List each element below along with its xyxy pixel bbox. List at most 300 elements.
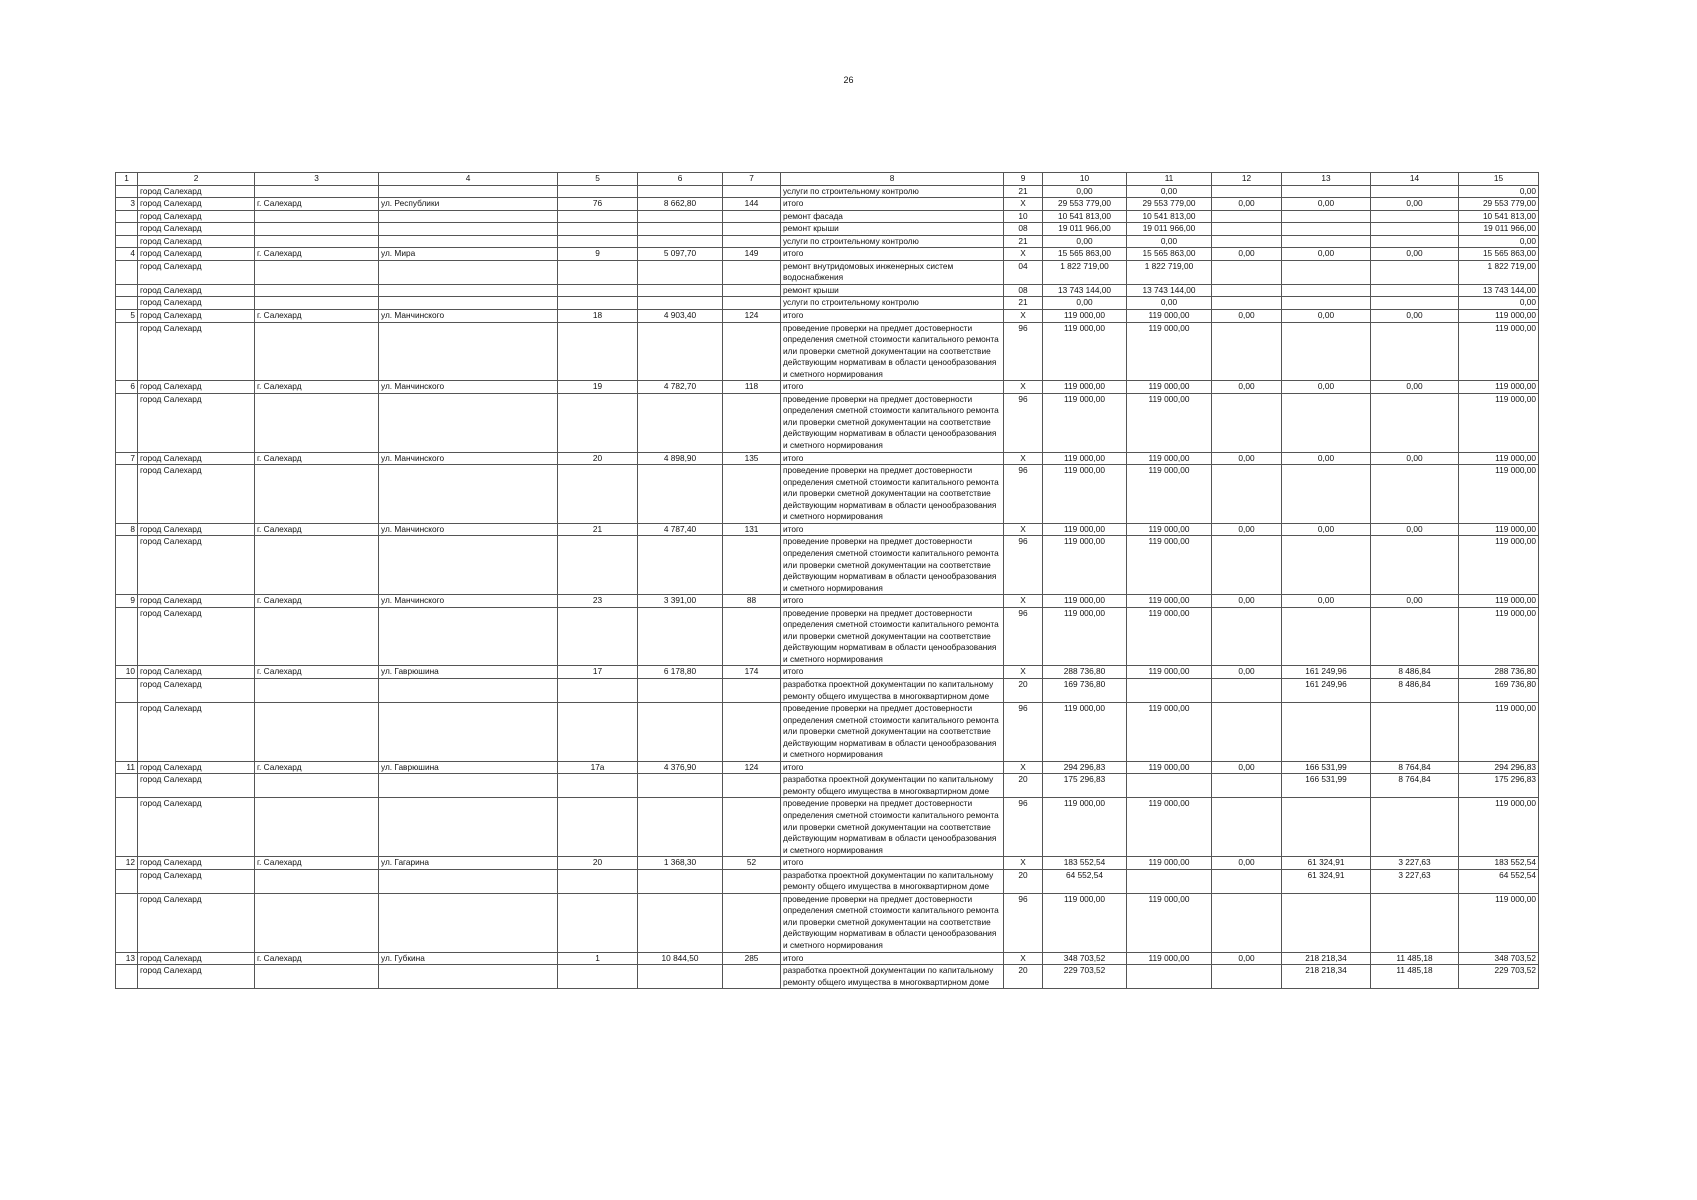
table-cell-col-5 — [558, 965, 638, 989]
table-cell-col-7 — [723, 260, 781, 284]
table-cell-col-13 — [1282, 798, 1371, 857]
table-cell-col-5 — [558, 322, 638, 381]
table-cell-col-12 — [1212, 893, 1282, 952]
table-cell-col-2: город Салехард — [138, 595, 255, 608]
table-cell-col-8: проведение проверки на предмет достоверности определения сметной стоимости капитального ремонта или проверки сметной документации на соответствие действующим нормативам в области ценообразования и сметного нормирования — [781, 893, 1004, 952]
table-cell-col-1: 4 — [116, 248, 138, 261]
table-row — [116, 210, 1539, 223]
table-cell-col-9: 96 — [1004, 322, 1043, 381]
table-cell-col-15: 119 000,00 — [1459, 798, 1539, 857]
table-row — [116, 260, 1539, 284]
table-cell-col-6 — [638, 678, 723, 702]
table-cell-col-5 — [558, 703, 638, 762]
table-cell-col-13 — [1282, 235, 1371, 248]
table-cell-col-13: 218 218,34 — [1282, 965, 1371, 989]
table-cell-col-9: 20 — [1004, 774, 1043, 798]
table-cell-col-15: 229 703,52 — [1459, 965, 1539, 989]
table-cell-col-12: 0,00 — [1212, 310, 1282, 323]
table-cell-col-1 — [116, 284, 138, 297]
table-cell-col-13 — [1282, 536, 1371, 595]
table-row — [116, 798, 1539, 857]
column-header-2: 2 — [138, 173, 255, 186]
table-cell-col-8: итого — [781, 857, 1004, 870]
table-cell-col-2: город Салехард — [138, 893, 255, 952]
table-cell-col-1 — [116, 393, 138, 452]
table-cell-col-5: 20 — [558, 452, 638, 465]
table-cell-col-10: 119 000,00 — [1043, 703, 1127, 762]
table-cell-col-13: 161 249,96 — [1282, 678, 1371, 702]
table-row — [116, 381, 1539, 394]
table-cell-col-2: город Салехард — [138, 248, 255, 261]
table-cell-col-6 — [638, 210, 723, 223]
table-cell-col-10: 119 000,00 — [1043, 536, 1127, 595]
table-cell-col-4: ул. Манчинского — [379, 595, 558, 608]
table-cell-col-1 — [116, 210, 138, 223]
table-cell-col-4: ул. Манчинского — [379, 523, 558, 536]
table-cell-col-3: г. Салехард — [255, 666, 379, 679]
table-cell-col-3 — [255, 678, 379, 702]
table-cell-col-5 — [558, 393, 638, 452]
table-cell-col-14: 0,00 — [1371, 198, 1459, 211]
table-cell-col-15: 119 000,00 — [1459, 703, 1539, 762]
table-cell-col-5 — [558, 893, 638, 952]
table-cell-col-2: город Салехард — [138, 235, 255, 248]
table-cell-col-7: 135 — [723, 452, 781, 465]
table-cell-col-8: итого — [781, 452, 1004, 465]
table-cell-col-7 — [723, 223, 781, 236]
table-cell-col-2: город Салехард — [138, 393, 255, 452]
table-cell-col-3 — [255, 893, 379, 952]
table-cell-col-12 — [1212, 297, 1282, 310]
table-cell-col-14 — [1371, 536, 1459, 595]
table-cell-col-12: 0,00 — [1212, 666, 1282, 679]
table-cell-col-1 — [116, 703, 138, 762]
table-cell-col-12: 0,00 — [1212, 952, 1282, 965]
table-cell-col-5: 9 — [558, 248, 638, 261]
table-cell-col-2: город Салехард — [138, 607, 255, 666]
table-cell-col-4 — [379, 223, 558, 236]
table-cell-col-8: итого — [781, 666, 1004, 679]
table-cell-col-6 — [638, 393, 723, 452]
table-cell-col-15: 10 541 813,00 — [1459, 210, 1539, 223]
table-cell-col-15: 119 000,00 — [1459, 452, 1539, 465]
table-cell-col-10: 183 552,54 — [1043, 857, 1127, 870]
table-cell-col-5 — [558, 536, 638, 595]
table-cell-col-4: ул. Манчинского — [379, 310, 558, 323]
table-cell-col-4 — [379, 284, 558, 297]
table-cell-col-3 — [255, 607, 379, 666]
table-cell-col-4: ул. Губкина — [379, 952, 558, 965]
table-cell-col-1: 13 — [116, 952, 138, 965]
table-cell-col-3 — [255, 260, 379, 284]
capital-repair-table — [115, 172, 1539, 989]
table-cell-col-11: 0,00 — [1127, 185, 1212, 198]
table-cell-col-2: город Салехард — [138, 284, 255, 297]
table-cell-col-8: услуги по строительному контролю — [781, 185, 1004, 198]
table-cell-col-10: 19 011 966,00 — [1043, 223, 1127, 236]
table-cell-col-2: город Салехард — [138, 666, 255, 679]
table-cell-col-15: 294 296,83 — [1459, 761, 1539, 774]
table-cell-col-10: 64 552,54 — [1043, 869, 1127, 893]
table-cell-col-11: 119 000,00 — [1127, 666, 1212, 679]
table-cell-col-12 — [1212, 260, 1282, 284]
table-cell-col-9: 04 — [1004, 260, 1043, 284]
table-cell-col-9: 96 — [1004, 798, 1043, 857]
table-cell-col-1 — [116, 965, 138, 989]
table-cell-col-12 — [1212, 703, 1282, 762]
table-cell-col-2: город Салехард — [138, 761, 255, 774]
table-cell-col-8: ремонт крыши — [781, 223, 1004, 236]
table-cell-col-8: проведение проверки на предмет достоверности определения сметной стоимости капитального ремонта или проверки сметной документации на соответствие действующим нормативам в области ценообразования и сметного нормирования — [781, 607, 1004, 666]
column-header-9: 9 — [1004, 173, 1043, 186]
table-cell-col-7: 285 — [723, 952, 781, 965]
table-cell-col-12 — [1212, 393, 1282, 452]
table-cell-col-7 — [723, 607, 781, 666]
table-cell-col-6 — [638, 965, 723, 989]
table-cell-col-15: 119 000,00 — [1459, 523, 1539, 536]
table-cell-col-8: итого — [781, 310, 1004, 323]
table-cell-col-1: 3 — [116, 198, 138, 211]
table-cell-col-13: 0,00 — [1282, 523, 1371, 536]
table-cell-col-6 — [638, 798, 723, 857]
table-cell-col-1 — [116, 678, 138, 702]
table-cell-col-13 — [1282, 322, 1371, 381]
table-cell-col-10: 119 000,00 — [1043, 381, 1127, 394]
table-cell-col-1 — [116, 223, 138, 236]
table-row — [116, 595, 1539, 608]
table-cell-col-8: итого — [781, 198, 1004, 211]
table-cell-col-1 — [116, 774, 138, 798]
table-cell-col-11: 119 000,00 — [1127, 595, 1212, 608]
table-cell-col-4: ул. Мира — [379, 248, 558, 261]
table-cell-col-2: город Салехард — [138, 210, 255, 223]
table-cell-col-11: 13 743 144,00 — [1127, 284, 1212, 297]
table-cell-col-2: город Салехард — [138, 536, 255, 595]
column-header-1: 1 — [116, 173, 138, 186]
table-cell-col-10: 175 296,83 — [1043, 774, 1127, 798]
table-cell-col-6 — [638, 536, 723, 595]
table-row — [116, 185, 1539, 198]
table-cell-col-5: 76 — [558, 198, 638, 211]
table-cell-col-3 — [255, 393, 379, 452]
table-cell-col-4 — [379, 678, 558, 702]
table-cell-col-6 — [638, 703, 723, 762]
table-cell-col-4: ул. Республики — [379, 198, 558, 211]
table-row — [116, 465, 1539, 524]
table-cell-col-1 — [116, 465, 138, 524]
table-cell-col-1: 8 — [116, 523, 138, 536]
table-row — [116, 774, 1539, 798]
table-cell-col-2: город Салехард — [138, 465, 255, 524]
table-cell-col-10: 119 000,00 — [1043, 893, 1127, 952]
table-cell-col-6 — [638, 260, 723, 284]
table-cell-col-2: город Салехард — [138, 798, 255, 857]
table-cell-col-12: 0,00 — [1212, 595, 1282, 608]
table-cell-col-12 — [1212, 798, 1282, 857]
table-cell-col-12 — [1212, 322, 1282, 381]
table-cell-col-5: 20 — [558, 857, 638, 870]
column-header-3: 3 — [255, 173, 379, 186]
table-cell-col-13: 166 531,99 — [1282, 761, 1371, 774]
table-cell-col-1: 12 — [116, 857, 138, 870]
table-cell-col-11: 0,00 — [1127, 235, 1212, 248]
table-cell-col-11: 119 000,00 — [1127, 523, 1212, 536]
table-cell-col-10: 0,00 — [1043, 297, 1127, 310]
table-cell-col-14 — [1371, 297, 1459, 310]
table-cell-col-6 — [638, 297, 723, 310]
table-cell-col-15: 119 000,00 — [1459, 595, 1539, 608]
table-cell-col-8: итого — [781, 761, 1004, 774]
table-cell-col-10: 288 736,80 — [1043, 666, 1127, 679]
table-cell-col-10: 169 736,80 — [1043, 678, 1127, 702]
table-cell-col-7 — [723, 284, 781, 297]
table-cell-col-6 — [638, 284, 723, 297]
table-cell-col-6: 3 391,00 — [638, 595, 723, 608]
table-row — [116, 310, 1539, 323]
table-row — [116, 666, 1539, 679]
table-cell-col-14: 0,00 — [1371, 523, 1459, 536]
table-cell-col-5 — [558, 465, 638, 524]
table-cell-col-7 — [723, 210, 781, 223]
table-cell-col-8: разработка проектной документации по капитальному ремонту общего имущества в многоквартирном доме — [781, 678, 1004, 702]
table-cell-col-3: г. Салехард — [255, 310, 379, 323]
table-cell-col-5 — [558, 260, 638, 284]
table-cell-col-4 — [379, 465, 558, 524]
table-cell-col-14 — [1371, 465, 1459, 524]
table-cell-col-3 — [255, 297, 379, 310]
table-cell-col-9: 20 — [1004, 678, 1043, 702]
table-cell-col-7: 131 — [723, 523, 781, 536]
table-cell-col-1: 7 — [116, 452, 138, 465]
table-cell-col-10: 119 000,00 — [1043, 523, 1127, 536]
table-row — [116, 869, 1539, 893]
table-cell-col-12 — [1212, 235, 1282, 248]
table-cell-col-3 — [255, 798, 379, 857]
table-cell-col-4: ул. Гагарина — [379, 857, 558, 870]
table-cell-col-13 — [1282, 223, 1371, 236]
table-cell-col-4 — [379, 703, 558, 762]
table-cell-col-15: 19 011 966,00 — [1459, 223, 1539, 236]
table-cell-col-5: 1 — [558, 952, 638, 965]
table-cell-col-12 — [1212, 210, 1282, 223]
table-cell-col-15: 119 000,00 — [1459, 893, 1539, 952]
table-cell-col-14 — [1371, 185, 1459, 198]
table-cell-col-2: город Салехард — [138, 185, 255, 198]
table-cell-col-3 — [255, 965, 379, 989]
table-cell-col-14: 11 485,18 — [1371, 952, 1459, 965]
table-cell-col-3: г. Салехард — [255, 857, 379, 870]
table-cell-col-9: Х — [1004, 761, 1043, 774]
table-cell-col-14: 0,00 — [1371, 381, 1459, 394]
table-cell-col-14 — [1371, 284, 1459, 297]
table-cell-col-9: 20 — [1004, 869, 1043, 893]
table-cell-col-7 — [723, 798, 781, 857]
table-cell-col-11: 119 000,00 — [1127, 761, 1212, 774]
table-cell-col-14: 8 486,84 — [1371, 666, 1459, 679]
table-cell-col-14: 11 485,18 — [1371, 965, 1459, 989]
table-cell-col-10: 119 000,00 — [1043, 465, 1127, 524]
table-cell-col-5 — [558, 185, 638, 198]
table-cell-col-13: 61 324,91 — [1282, 869, 1371, 893]
table-cell-col-4: ул. Манчинского — [379, 452, 558, 465]
table-row — [116, 198, 1539, 211]
table-cell-col-6: 6 178,80 — [638, 666, 723, 679]
table-cell-col-15: 119 000,00 — [1459, 607, 1539, 666]
table-cell-col-4 — [379, 297, 558, 310]
table-cell-col-7 — [723, 185, 781, 198]
table-cell-col-4 — [379, 210, 558, 223]
table-row — [116, 235, 1539, 248]
table-cell-col-3: г. Салехард — [255, 452, 379, 465]
table-cell-col-7 — [723, 869, 781, 893]
table-cell-col-13: 0,00 — [1282, 595, 1371, 608]
table-cell-col-8: ремонт крыши — [781, 284, 1004, 297]
table-row — [116, 223, 1539, 236]
table-cell-col-9: 96 — [1004, 536, 1043, 595]
table-body — [116, 185, 1539, 989]
table-cell-col-11: 119 000,00 — [1127, 798, 1212, 857]
table-cell-col-7: 118 — [723, 381, 781, 394]
table-cell-col-14: 0,00 — [1371, 595, 1459, 608]
table-cell-col-8: итого — [781, 248, 1004, 261]
table-cell-col-2: город Салехард — [138, 381, 255, 394]
table-cell-col-5 — [558, 678, 638, 702]
table-cell-col-10: 119 000,00 — [1043, 595, 1127, 608]
table-cell-col-10: 119 000,00 — [1043, 607, 1127, 666]
table-cell-col-1 — [116, 297, 138, 310]
table-cell-col-1 — [116, 260, 138, 284]
table-cell-col-10: 0,00 — [1043, 235, 1127, 248]
table-cell-col-12: 0,00 — [1212, 452, 1282, 465]
table-row — [116, 952, 1539, 965]
table-cell-col-6 — [638, 893, 723, 952]
table-cell-col-1: 10 — [116, 666, 138, 679]
table-cell-col-7: 149 — [723, 248, 781, 261]
table-cell-col-1: 6 — [116, 381, 138, 394]
table-cell-col-15: 119 000,00 — [1459, 310, 1539, 323]
table-cell-col-5 — [558, 284, 638, 297]
table-cell-col-4 — [379, 869, 558, 893]
table-cell-col-13: 0,00 — [1282, 310, 1371, 323]
table-cell-col-10: 294 296,83 — [1043, 761, 1127, 774]
table-cell-col-3 — [255, 869, 379, 893]
table-cell-col-4: ул. Гаврюшина — [379, 666, 558, 679]
table-cell-col-11 — [1127, 965, 1212, 989]
table-cell-col-8: проведение проверки на предмет достоверности определения сметной стоимости капитального ремонта или проверки сметной документации на соответствие действующим нормативам в области ценообразования и сметного нормирования — [781, 393, 1004, 452]
table-cell-col-11: 119 000,00 — [1127, 393, 1212, 452]
column-header-7: 7 — [723, 173, 781, 186]
table-cell-col-8: разработка проектной документации по капитальному ремонту общего имущества в многоквартирном доме — [781, 869, 1004, 893]
table-cell-col-6: 4 903,40 — [638, 310, 723, 323]
table-cell-col-2: город Салехард — [138, 297, 255, 310]
table-cell-col-5 — [558, 297, 638, 310]
table-cell-col-2: город Салехард — [138, 678, 255, 702]
table-cell-col-13 — [1282, 703, 1371, 762]
table-cell-col-9: Х — [1004, 310, 1043, 323]
table-cell-col-12 — [1212, 536, 1282, 595]
table-cell-col-4 — [379, 536, 558, 595]
table-cell-col-14 — [1371, 223, 1459, 236]
table-cell-col-6 — [638, 465, 723, 524]
table-cell-col-3 — [255, 774, 379, 798]
table-cell-col-5 — [558, 210, 638, 223]
table-cell-col-9: Х — [1004, 452, 1043, 465]
table-cell-col-9: Х — [1004, 666, 1043, 679]
table-cell-col-12 — [1212, 223, 1282, 236]
page-number: 26 — [843, 75, 854, 85]
table-cell-col-3: г. Салехард — [255, 248, 379, 261]
table-cell-col-13: 0,00 — [1282, 381, 1371, 394]
table-cell-col-2: город Салехард — [138, 322, 255, 381]
table-cell-col-9: 96 — [1004, 393, 1043, 452]
table-cell-col-15: 15 565 863,00 — [1459, 248, 1539, 261]
table-cell-col-6 — [638, 235, 723, 248]
table-cell-col-14: 8 764,84 — [1371, 761, 1459, 774]
column-header-10: 10 — [1043, 173, 1127, 186]
table-cell-col-6 — [638, 869, 723, 893]
table-cell-col-15: 119 000,00 — [1459, 381, 1539, 394]
table-cell-col-3 — [255, 703, 379, 762]
table-cell-col-7 — [723, 703, 781, 762]
table-cell-col-15: 348 703,52 — [1459, 952, 1539, 965]
table-cell-col-5 — [558, 223, 638, 236]
table-cell-col-5: 19 — [558, 381, 638, 394]
table-cell-col-9: 21 — [1004, 297, 1043, 310]
table-cell-col-7 — [723, 893, 781, 952]
table-cell-col-14: 3 227,63 — [1371, 857, 1459, 870]
table-cell-col-10: 119 000,00 — [1043, 322, 1127, 381]
table-cell-col-5: 17 — [558, 666, 638, 679]
table-cell-col-8: услуги по строительному контролю — [781, 235, 1004, 248]
table-cell-col-11: 119 000,00 — [1127, 952, 1212, 965]
table-cell-col-15: 0,00 — [1459, 297, 1539, 310]
table-cell-col-13: 61 324,91 — [1282, 857, 1371, 870]
table-cell-col-7: 88 — [723, 595, 781, 608]
table-cell-col-9: 20 — [1004, 965, 1043, 989]
table-row — [116, 452, 1539, 465]
table-cell-col-12: 0,00 — [1212, 381, 1282, 394]
table-cell-col-15: 119 000,00 — [1459, 536, 1539, 595]
table-cell-col-2: город Салехард — [138, 952, 255, 965]
column-header-11: 11 — [1127, 173, 1212, 186]
table-cell-col-2: город Салехард — [138, 452, 255, 465]
table-cell-col-5: 23 — [558, 595, 638, 608]
table-cell-col-6 — [638, 322, 723, 381]
table-cell-col-9: 96 — [1004, 703, 1043, 762]
table-cell-col-3: г. Салехард — [255, 381, 379, 394]
table-cell-col-5 — [558, 607, 638, 666]
table-cell-col-7: 124 — [723, 310, 781, 323]
table-cell-col-11: 119 000,00 — [1127, 465, 1212, 524]
table-cell-col-9: 96 — [1004, 465, 1043, 524]
table-cell-col-3: г. Салехард — [255, 595, 379, 608]
table-cell-col-8: итого — [781, 595, 1004, 608]
table-cell-col-12 — [1212, 465, 1282, 524]
table-cell-col-15: 0,00 — [1459, 185, 1539, 198]
column-header-12: 12 — [1212, 173, 1282, 186]
table-cell-col-2: город Салехард — [138, 310, 255, 323]
table-cell-col-14 — [1371, 210, 1459, 223]
table-cell-col-11: 29 553 779,00 — [1127, 198, 1212, 211]
table-cell-col-7 — [723, 393, 781, 452]
table-cell-col-3: г. Салехард — [255, 952, 379, 965]
table-cell-col-7: 124 — [723, 761, 781, 774]
table-cell-col-11: 119 000,00 — [1127, 893, 1212, 952]
table-cell-col-8: итого — [781, 952, 1004, 965]
table-cell-col-12 — [1212, 774, 1282, 798]
table-cell-col-13: 218 218,34 — [1282, 952, 1371, 965]
table-cell-col-1 — [116, 235, 138, 248]
